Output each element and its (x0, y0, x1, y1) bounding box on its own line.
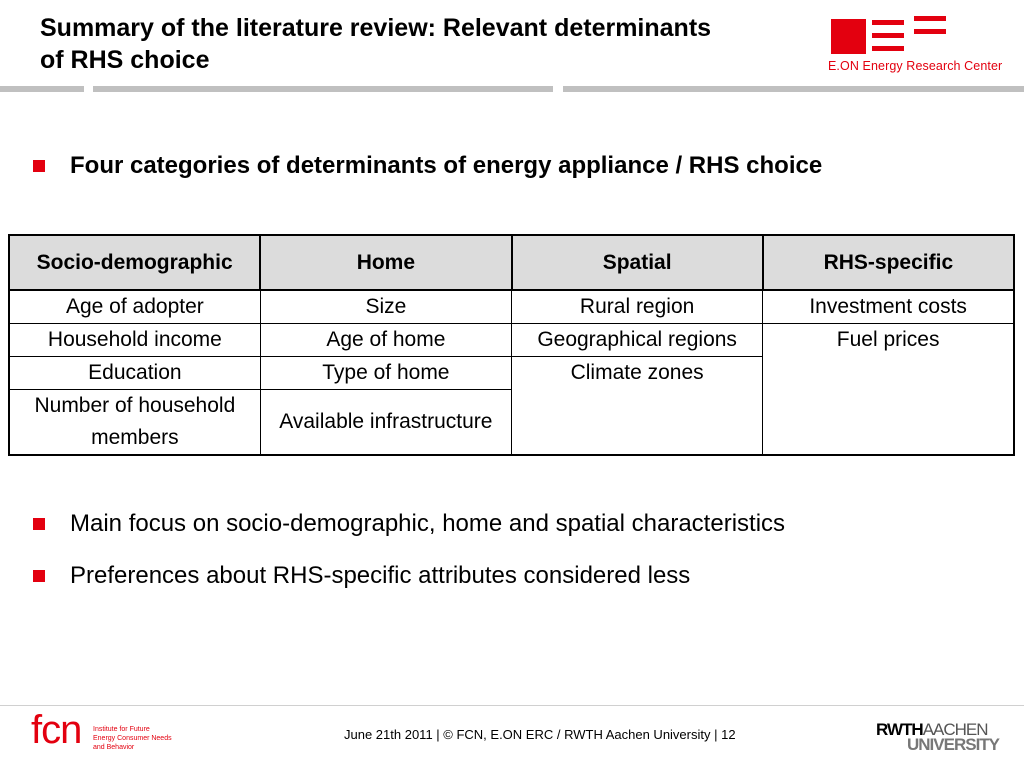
table-cell: Size (260, 290, 511, 324)
rwth-logo-thin: AACHEN (922, 720, 988, 739)
header-rule (93, 86, 553, 92)
fcn-logo-subtitle (93, 725, 172, 752)
table-cell: Type of home (260, 357, 511, 390)
table-cell: Available infrastructure (260, 390, 511, 456)
table-header-cell: Home (260, 235, 511, 290)
bullet-text: Preferences about RHS-specific attributes considered less (70, 562, 691, 589)
table-row (9, 324, 1014, 357)
header-rule (0, 86, 84, 92)
heading-bullet-text: Four categories of determinants of energy appliance / RHS choice (70, 152, 823, 179)
bullet-square-icon (33, 160, 45, 172)
eon-logo-bar (914, 29, 946, 34)
table-row (9, 290, 1014, 324)
heading-bullet (33, 152, 822, 180)
bullet-square-icon (33, 570, 45, 582)
table-cell: Education (9, 357, 260, 390)
eon-logo-caption: E.ON Energy Research Center (828, 59, 1003, 73)
table-cell: Geographical regions (512, 324, 763, 357)
bullet-text: Main focus on socio-demographic, home and spatial characteristics (70, 510, 786, 537)
footer-rule (0, 705, 1024, 706)
eon-erc-logo (828, 14, 1008, 78)
eon-logo-bar (872, 20, 904, 25)
table-header-cell: RHS-specific (763, 235, 1014, 290)
eon-logo-bar (872, 46, 904, 51)
table-header-cell: Socio-demographic (9, 235, 260, 290)
table-cell: Rural region (512, 290, 763, 324)
slide-title-line-2: of RHS choice (40, 46, 210, 74)
table-cell: Climate zones (512, 357, 763, 456)
table-cell: Household income (9, 324, 260, 357)
table-header-row (9, 235, 1014, 290)
table-cell: Age of home (260, 324, 511, 357)
header-rule (563, 86, 1024, 92)
rwth-logo-bold: RWTH (876, 720, 923, 739)
bullet-item (33, 562, 690, 590)
footer-text: June 21th 2011 | © FCN, E.ON ERC / RWTH Aachen University | 12 (344, 727, 736, 742)
table-cell: Investment costs (763, 290, 1014, 324)
rwth-logo-university: UNIVERSITY (907, 735, 1000, 754)
slide-title-line-1: Summary of the literature review: Relevant determinants (40, 14, 712, 42)
eon-logo-bar (872, 33, 904, 38)
bullet-item (33, 510, 785, 538)
fcn-logo-letters: fcn (31, 708, 82, 752)
eon-logo-bar (914, 16, 946, 21)
bullet-square-icon (33, 518, 45, 530)
eon-logo-square (831, 19, 866, 54)
fcn-logo-line: Institute for Future (93, 726, 150, 733)
table-cell: Number of household members (9, 390, 260, 456)
table-cell: Fuel prices (763, 324, 1014, 456)
rwth-logo (876, 722, 999, 752)
fcn-logo-line: and Behavior (93, 744, 135, 751)
fcn-logo-line: Energy Consumer Needs (93, 735, 172, 742)
slide-title (40, 12, 820, 76)
table-header-cell: Spatial (512, 235, 763, 290)
determinants-table (8, 234, 1015, 456)
table-cell: Age of adopter (9, 290, 260, 324)
